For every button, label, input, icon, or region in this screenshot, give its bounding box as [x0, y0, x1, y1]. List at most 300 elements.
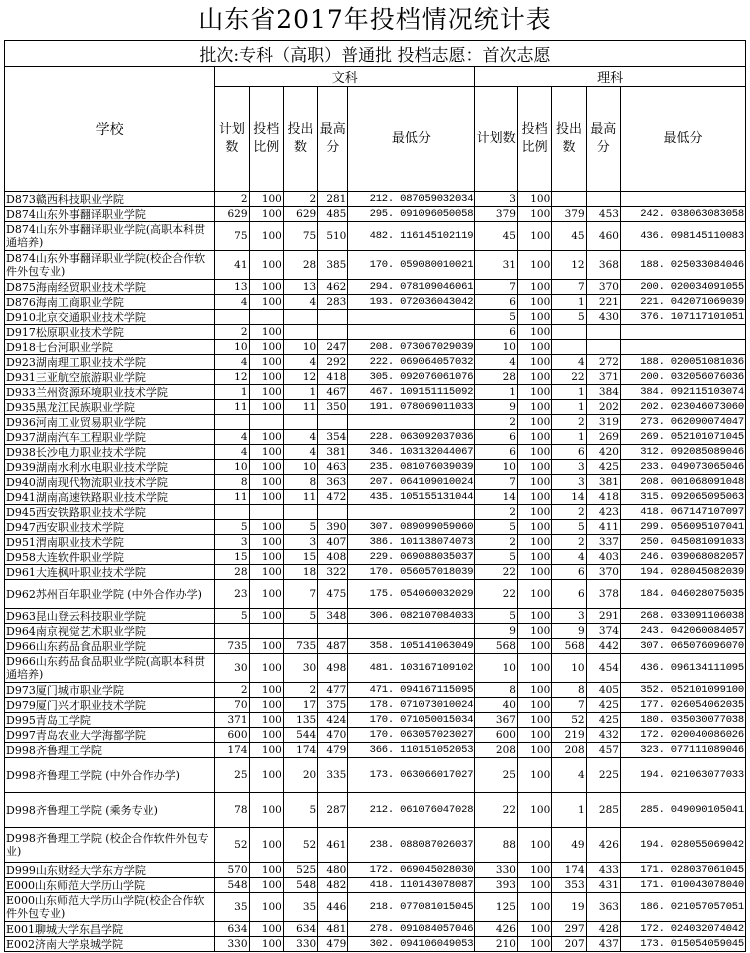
table-row — [5, 520, 746, 535]
wen-min-cell: 218. 077081015045 — [348, 893, 475, 922]
wen-out-cell: 4 — [283, 355, 317, 370]
li-min-cell: 273. 062090074047 — [620, 415, 745, 430]
li-ratio-cell: 100 — [517, 743, 551, 758]
wen-min-cell: 346. 103132044067 — [348, 445, 475, 460]
li-min-cell: 177. 026054062035 — [620, 698, 745, 713]
li-out-cell: 207 — [552, 937, 586, 952]
wen-max-cell: 385 — [318, 251, 348, 280]
school-name: D873赣西科技职业学院 — [5, 192, 215, 207]
li-max-cell: 420 — [586, 445, 620, 460]
school-name: D874山东外事翻译职业学院 — [5, 207, 215, 222]
wen-max-cell: 407 — [318, 535, 348, 550]
li-min-cell: 184. 046028075035 — [620, 580, 745, 609]
wen-max-cell: 292 — [318, 355, 348, 370]
table-row — [5, 325, 746, 340]
wen-out-cell: 525 — [283, 863, 317, 878]
li-plan-cell: 28 — [475, 370, 518, 385]
wen-plan-cell: 4 — [215, 355, 249, 370]
wen-ratio-cell — [249, 505, 283, 520]
li-ratio-cell: 100 — [517, 878, 551, 893]
school-name: D875海南经贸职业技术学院 — [5, 280, 215, 295]
wen-ratio-cell: 100 — [249, 828, 283, 863]
wen-plan-cell: 735 — [215, 639, 249, 654]
wen-out-cell: 75 — [283, 222, 317, 251]
li-out-cell: 208 — [552, 743, 586, 758]
li-out-cell: 1 — [552, 430, 586, 445]
wen-out-cell: 4 — [283, 295, 317, 310]
li-min-cell: 221. 042071069039 — [620, 295, 745, 310]
wen-ratio-cell: 100 — [249, 325, 283, 340]
li-ratio-cell: 100 — [517, 793, 551, 828]
wen-ratio-cell — [249, 415, 283, 430]
li-ratio-cell: 100 — [517, 863, 551, 878]
li-max-cell: 442 — [586, 639, 620, 654]
wen-max-cell: 322 — [318, 565, 348, 580]
li-plan-cell: 9 — [475, 400, 518, 415]
wen-ratio-cell: 100 — [249, 280, 283, 295]
li-ratio-cell: 100 — [517, 355, 551, 370]
li-ratio-cell: 100 — [517, 937, 551, 952]
wen-min-cell: 175. 054060032029 — [348, 580, 475, 609]
li-min-cell: 173. 015054059045 — [620, 937, 745, 952]
wen-min-cell — [348, 415, 475, 430]
wen-plan-cell: 2 — [215, 683, 249, 698]
wen-plan-cell: 11 — [215, 400, 249, 415]
li-plan-cell: 6 — [475, 295, 518, 310]
li-out-cell: 1 — [552, 385, 586, 400]
li-max-cell — [586, 325, 620, 340]
wen-plan-cell: 634 — [215, 922, 249, 937]
wen-max-cell: 354 — [318, 430, 348, 445]
li-out-cell: 14 — [552, 490, 586, 505]
wen-plan-cell: 11 — [215, 490, 249, 505]
wen-plan-cell — [215, 624, 249, 639]
li-plan-cell: 7 — [475, 280, 518, 295]
wen-plan-cell: 28 — [215, 565, 249, 580]
wen-min-cell — [348, 310, 475, 325]
wen-plan-cell: 548 — [215, 878, 249, 893]
table-row — [5, 580, 746, 609]
li-plan-cell: 210 — [475, 937, 518, 952]
table-row — [5, 922, 746, 937]
li-ratio-cell: 100 — [517, 535, 551, 550]
li-ratio-cell: 100 — [517, 370, 551, 385]
wen-ratio-cell: 100 — [249, 878, 283, 893]
table-row — [5, 609, 746, 624]
li-plan-cell: 330 — [475, 863, 518, 878]
li-ratio-cell: 100 — [517, 624, 551, 639]
wen-plan-cell: 5 — [215, 520, 249, 535]
li-out-cell: 8 — [552, 683, 586, 698]
li-min-cell: 202. 023046073060 — [620, 400, 745, 415]
li-out-cell: 1 — [552, 793, 586, 828]
wen-out-cell: 735 — [283, 639, 317, 654]
li-plan-cell: 31 — [475, 251, 518, 280]
wen-out-cell: 5 — [283, 609, 317, 624]
li-plan-cell: 367 — [475, 713, 518, 728]
table-row — [5, 728, 746, 743]
li-max-cell: 423 — [586, 505, 620, 520]
school-name: D995青岛工学院 — [5, 713, 215, 728]
wen-ratio-cell: 100 — [249, 460, 283, 475]
wen-ratio-cell: 100 — [249, 580, 283, 609]
wen-min-cell — [348, 505, 475, 520]
li-plan-cell: 2 — [475, 505, 518, 520]
li-plan-cell: 5 — [475, 550, 518, 565]
wen-max-cell: 350 — [318, 400, 348, 415]
li-plan-cell: 10 — [475, 654, 518, 683]
li-min-header: 最低分 — [620, 87, 745, 192]
wen-ratio-cell: 100 — [249, 728, 283, 743]
wen-plan-cell: 70 — [215, 698, 249, 713]
li-min-cell: 243. 042060084057 — [620, 624, 745, 639]
table-row — [5, 793, 746, 828]
wen-ratio-header: 投档比例 — [249, 87, 283, 192]
wen-header: 文科 — [215, 67, 475, 87]
li-min-cell: 194. 021063077033 — [620, 758, 745, 793]
li-out-cell — [552, 325, 586, 340]
li-ratio-cell: 100 — [517, 295, 551, 310]
wen-min-cell: 471. 094167115095 — [348, 683, 475, 698]
li-max-cell: 425 — [586, 713, 620, 728]
li-min-cell: 172. 024032074042 — [620, 922, 745, 937]
li-ratio-cell: 100 — [517, 683, 551, 698]
li-ratio-cell: 100 — [517, 490, 551, 505]
wen-plan-cell: 570 — [215, 863, 249, 878]
wen-min-cell: 305. 092076061076 — [348, 370, 475, 385]
wen-out-header: 投出数 — [283, 87, 317, 192]
wen-min-cell: 238. 088087026037 — [348, 828, 475, 863]
wen-max-cell: 480 — [318, 863, 348, 878]
wen-min-cell: 170. 059080010021 — [348, 251, 475, 280]
wen-plan-cell: 629 — [215, 207, 249, 222]
li-plan-cell: 393 — [475, 878, 518, 893]
li-max-cell: 285 — [586, 793, 620, 828]
li-ratio-cell: 100 — [517, 609, 551, 624]
wen-ratio-cell: 100 — [249, 370, 283, 385]
li-ratio-cell: 100 — [517, 728, 551, 743]
wen-ratio-cell: 100 — [249, 937, 283, 952]
wen-out-cell: 544 — [283, 728, 317, 743]
wen-ratio-cell — [249, 624, 283, 639]
wen-ratio-cell: 100 — [249, 340, 283, 355]
wen-out-cell: 10 — [283, 340, 317, 355]
li-min-cell: 171. 028037061045 — [620, 863, 745, 878]
school-name: D998齐鲁理工学院 (校企合作软件外包专业) — [5, 828, 215, 863]
wen-plan-cell — [215, 310, 249, 325]
wen-max-cell: 477 — [318, 683, 348, 698]
li-out-cell: 2 — [552, 505, 586, 520]
wen-max-cell: 348 — [318, 609, 348, 624]
li-ratio-cell: 100 — [517, 280, 551, 295]
li-min-cell: 436. 098145110083 — [620, 222, 745, 251]
wen-plan-cell: 4 — [215, 295, 249, 310]
school-name: D937湖南汽车工程职业学院 — [5, 430, 215, 445]
wen-min-cell: 467. 109151115092 — [348, 385, 475, 400]
wen-max-cell — [318, 415, 348, 430]
wen-max-cell — [318, 325, 348, 340]
wen-plan-cell: 78 — [215, 793, 249, 828]
wen-out-cell: 174 — [283, 743, 317, 758]
li-plan-cell: 568 — [475, 639, 518, 654]
li-out-cell — [552, 192, 586, 207]
li-ratio-cell: 100 — [517, 550, 551, 565]
li-min-cell: 194. 028055069042 — [620, 828, 745, 863]
li-min-cell: 188. 025033084046 — [620, 251, 745, 280]
school-name: D918七台河职业学院 — [5, 340, 215, 355]
school-name: D931三亚航空旅游职业学院 — [5, 370, 215, 385]
school-name: D958大连软件职业学院 — [5, 550, 215, 565]
school-name: D876海南工商职业学院 — [5, 295, 215, 310]
wen-min-cell: 302. 094106049053 — [348, 937, 475, 952]
wen-plan-cell: 2 — [215, 192, 249, 207]
li-plan-cell: 22 — [475, 580, 518, 609]
wen-min-cell: 170. 063057023027 — [348, 728, 475, 743]
li-min-cell: 208. 001068091048 — [620, 475, 745, 490]
li-plan-cell: 40 — [475, 698, 518, 713]
wen-min-cell: 295. 091096050058 — [348, 207, 475, 222]
li-ratio-cell: 100 — [517, 222, 551, 251]
li-max-cell: 425 — [586, 698, 620, 713]
li-out-cell: 19 — [552, 893, 586, 922]
li-max-cell: 453 — [586, 207, 620, 222]
wen-out-cell: 4 — [283, 445, 317, 460]
wen-plan-cell — [215, 505, 249, 520]
wen-max-cell: 479 — [318, 937, 348, 952]
wen-ratio-cell: 100 — [249, 758, 283, 793]
li-ratio-cell: 100 — [517, 445, 551, 460]
li-out-cell: 49 — [552, 828, 586, 863]
school-name: D910北京交通职业技术学院 — [5, 310, 215, 325]
li-plan-cell: 10 — [475, 460, 518, 475]
li-ratio-cell: 100 — [517, 475, 551, 490]
wen-max-cell: 472 — [318, 490, 348, 505]
wen-plan-cell: 35 — [215, 893, 249, 922]
li-max-cell: 202 — [586, 400, 620, 415]
li-plan-cell: 5 — [475, 520, 518, 535]
wen-ratio-cell: 100 — [249, 222, 283, 251]
li-plan-cell: 426 — [475, 922, 518, 937]
wen-ratio-cell — [249, 310, 283, 325]
wen-min-cell — [348, 624, 475, 639]
wen-plan-cell: 41 — [215, 251, 249, 280]
table-row — [5, 310, 746, 325]
table-row — [5, 460, 746, 475]
li-out-cell: 6 — [552, 445, 586, 460]
wen-out-cell: 3 — [283, 535, 317, 550]
li-max-cell: 371 — [586, 370, 620, 385]
li-out-cell: 219 — [552, 728, 586, 743]
li-max-cell: 370 — [586, 280, 620, 295]
wen-out-cell: 20 — [283, 758, 317, 793]
school-name: D941湖南高速铁路职业技术学院 — [5, 490, 215, 505]
wen-max-cell: 408 — [318, 550, 348, 565]
wen-ratio-cell: 100 — [249, 385, 283, 400]
wen-out-cell: 330 — [283, 937, 317, 952]
table-row — [5, 937, 746, 952]
wen-ratio-cell: 100 — [249, 743, 283, 758]
li-plan-cell: 45 — [475, 222, 518, 251]
wen-plan-cell: 174 — [215, 743, 249, 758]
wen-ratio-cell: 100 — [249, 639, 283, 654]
table-row — [5, 415, 746, 430]
school-name: D874山东外事翻译职业学院(高职本科贯通培养) — [5, 222, 215, 251]
wen-max-cell: 479 — [318, 743, 348, 758]
wen-out-cell: 28 — [283, 251, 317, 280]
li-out-cell: 297 — [552, 922, 586, 937]
wen-ratio-cell: 100 — [249, 654, 283, 683]
wen-plan-cell: 371 — [215, 713, 249, 728]
li-out-cell: 379 — [552, 207, 586, 222]
li-min-cell: 312. 092085089046 — [620, 445, 745, 460]
li-out-cell: 1 — [552, 295, 586, 310]
table-row — [5, 400, 746, 415]
li-plan-cell: 4 — [475, 355, 518, 370]
li-out-cell: 9 — [552, 624, 586, 639]
li-plan-cell: 125 — [475, 893, 518, 922]
li-plan-cell: 5 — [475, 609, 518, 624]
wen-ratio-cell: 100 — [249, 207, 283, 222]
wen-out-cell: 15 — [283, 550, 317, 565]
table-row — [5, 654, 746, 683]
li-out-cell: 6 — [552, 565, 586, 580]
wen-ratio-cell: 100 — [249, 430, 283, 445]
school-name: D961大连枫叶职业技术学院 — [5, 565, 215, 580]
li-out-cell: 52 — [552, 713, 586, 728]
li-ratio-cell: 100 — [517, 654, 551, 683]
table-row — [5, 565, 746, 580]
wen-min-cell: 191. 078069011033 — [348, 400, 475, 415]
li-ratio-cell: 100 — [517, 758, 551, 793]
school-name: D923湖南理工职业技术学院 — [5, 355, 215, 370]
wen-max-cell: 487 — [318, 639, 348, 654]
li-min-cell — [620, 340, 745, 355]
li-out-cell: 4 — [552, 355, 586, 370]
wen-min-cell: 222. 069064057032 — [348, 355, 475, 370]
li-max-cell: 405 — [586, 683, 620, 698]
table-row — [5, 475, 746, 490]
table-row — [5, 430, 746, 445]
wen-min-cell: 482. 116145102119 — [348, 222, 475, 251]
wen-out-cell: 5 — [283, 793, 317, 828]
li-max-cell: 381 — [586, 475, 620, 490]
li-out-cell — [552, 340, 586, 355]
li-min-cell: 323. 077111089046 — [620, 743, 745, 758]
li-plan-cell: 22 — [475, 565, 518, 580]
wen-max-cell — [318, 310, 348, 325]
li-max-cell: 428 — [586, 922, 620, 937]
table-row — [5, 550, 746, 565]
li-plan-header: 计划数 — [475, 87, 518, 192]
table-row — [5, 535, 746, 550]
school-header: 学校 — [5, 67, 215, 192]
li-min-cell: 384. 092115103074 — [620, 385, 745, 400]
li-ratio-cell: 100 — [517, 893, 551, 922]
wen-out-cell: 11 — [283, 400, 317, 415]
school-name: D939湖南水利水电职业技术学院 — [5, 460, 215, 475]
wen-max-cell — [318, 624, 348, 639]
wen-out-cell: 8 — [283, 475, 317, 490]
table-row — [5, 280, 746, 295]
wen-out-cell: 2 — [283, 683, 317, 698]
li-max-cell: 363 — [586, 893, 620, 922]
li-out-cell: 45 — [552, 222, 586, 251]
wen-max-cell: 498 — [318, 654, 348, 683]
table-row — [5, 743, 746, 758]
wen-max-cell: 475 — [318, 580, 348, 609]
wen-out-cell — [283, 310, 317, 325]
li-max-cell: 225 — [586, 758, 620, 793]
wen-plan-cell — [215, 415, 249, 430]
li-plan-cell: 6 — [475, 445, 518, 460]
li-header: 理科 — [475, 67, 746, 87]
li-ratio-cell: 100 — [517, 698, 551, 713]
wen-min-cell: 172. 069045028030 — [348, 863, 475, 878]
wen-max-cell — [318, 505, 348, 520]
wen-ratio-cell: 100 — [249, 863, 283, 878]
table-row — [5, 893, 746, 922]
li-out-cell: 353 — [552, 878, 586, 893]
table-row — [5, 340, 746, 355]
li-out-cell: 22 — [552, 370, 586, 385]
li-ratio-cell: 100 — [517, 340, 551, 355]
wen-ratio-cell: 100 — [249, 550, 283, 565]
li-max-cell: 368 — [586, 251, 620, 280]
table-row — [5, 295, 746, 310]
wen-ratio-cell: 100 — [249, 475, 283, 490]
wen-plan-cell: 30 — [215, 654, 249, 683]
li-min-cell: 242. 038063083058 — [620, 207, 745, 222]
wen-min-cell: 208. 073067029039 — [348, 340, 475, 355]
li-plan-cell: 208 — [475, 743, 518, 758]
li-ratio-cell: 100 — [517, 325, 551, 340]
li-max-cell: 291 — [586, 609, 620, 624]
table-row — [5, 490, 746, 505]
li-min-cell: 307. 065076096070 — [620, 639, 745, 654]
wen-max-cell: 281 — [318, 192, 348, 207]
wen-plan-cell: 15 — [215, 550, 249, 565]
wen-max-cell: 287 — [318, 793, 348, 828]
wen-out-cell: 2 — [283, 192, 317, 207]
li-max-cell: 418 — [586, 490, 620, 505]
li-max-cell: 457 — [586, 743, 620, 758]
wen-max-cell: 463 — [318, 460, 348, 475]
li-ratio-cell: 100 — [517, 639, 551, 654]
li-max-cell: 221 — [586, 295, 620, 310]
wen-max-cell: 247 — [318, 340, 348, 355]
wen-out-cell: 30 — [283, 654, 317, 683]
wen-ratio-cell: 100 — [249, 400, 283, 415]
wen-ratio-cell: 100 — [249, 490, 283, 505]
table-row — [5, 878, 746, 893]
wen-out-cell — [283, 624, 317, 639]
li-plan-cell: 9 — [475, 624, 518, 639]
wen-plan-cell: 52 — [215, 828, 249, 863]
li-ratio-cell: 100 — [517, 505, 551, 520]
school-name: D973厦门城市职业学院 — [5, 683, 215, 698]
wen-ratio-cell: 100 — [249, 295, 283, 310]
wen-max-cell: 481 — [318, 922, 348, 937]
wen-out-cell: 135 — [283, 713, 317, 728]
table-row — [5, 251, 746, 280]
school-name: D998齐鲁理工学院 (中外合作办学) — [5, 758, 215, 793]
li-plan-cell: 3 — [475, 192, 518, 207]
li-min-cell: 418. 067147107097 — [620, 505, 745, 520]
li-min-cell: 250. 045081091033 — [620, 535, 745, 550]
li-max-cell: 430 — [586, 310, 620, 325]
wen-plan-header: 计划数 — [215, 87, 249, 192]
table-row — [5, 505, 746, 520]
